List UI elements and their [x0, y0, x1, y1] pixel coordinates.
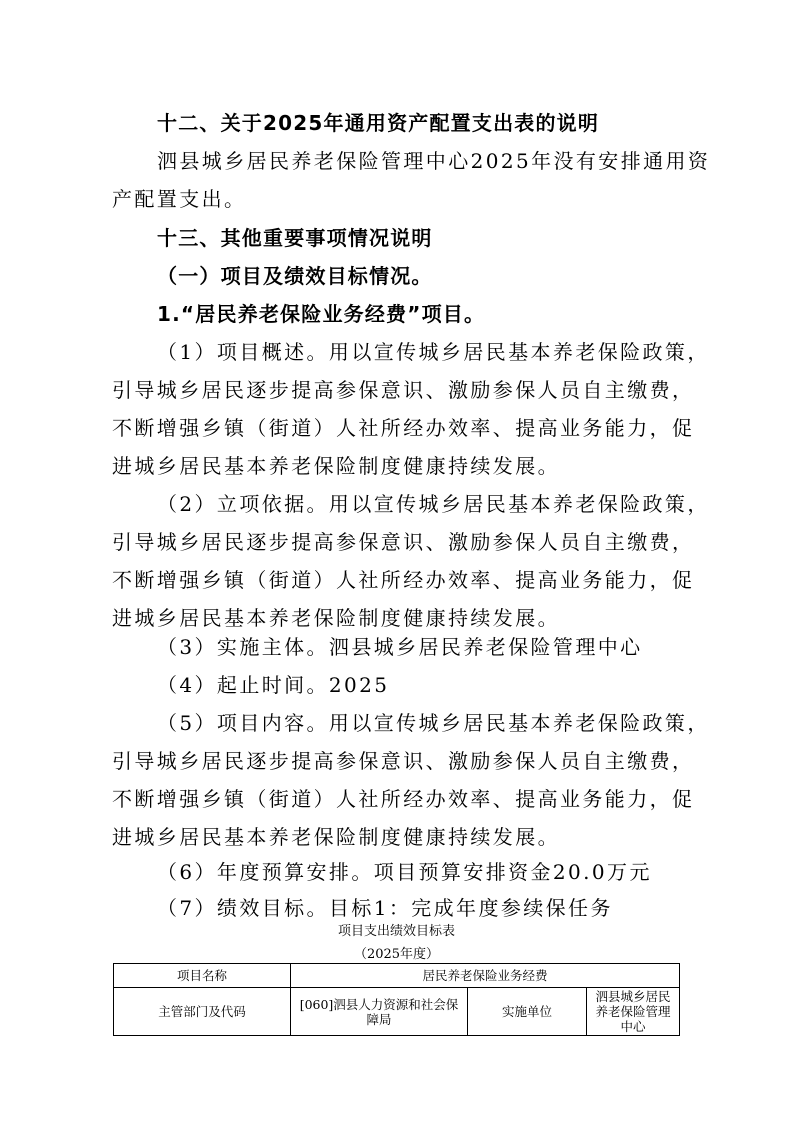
paragraph-line: 泗县城乡居民养老保险管理中心2025年没有安排通用资	[157, 149, 711, 173]
paragraph-line: （1）项目概述。用以宣传城乡居民基本养老保险政策，	[157, 340, 710, 364]
table-row	[114, 964, 680, 988]
table-value-cell: 居民养老保险业务经费	[291, 964, 680, 988]
section-heading-12: 十二、关于2025年通用资产配置支出表的说明	[157, 111, 600, 135]
table-year: （2025年度）	[353, 947, 440, 962]
paragraph-line: （3）实施主体。泗县城乡居民养老保险管理中心	[157, 635, 643, 659]
paragraph-line: （5）项目内容。用以宣传城乡居民基本养老保险政策，	[157, 711, 710, 735]
paragraph-line: 引导城乡居民逐步提高参保意识、激励参保人员自主缴费，	[112, 378, 695, 402]
paragraph-line: （6）年度预算安排。项目预算安排资金20.0万元	[157, 860, 652, 884]
paragraph-line: （4）起止时间。2025	[157, 673, 390, 697]
paragraph-line: 进城乡居民基本养老保险制度健康持续发展。	[112, 825, 560, 849]
performance-target-table	[113, 963, 680, 1036]
paragraph-line: 引导城乡居民逐步提高参保意识、激励参保人员自主缴费，	[112, 530, 695, 554]
paragraph-line: （7）绩效目标。目标1：完成年度参续保任务	[157, 896, 613, 920]
paragraph-line: 不断增强乡镇（街道）人社所经办效率、提高业务能力，促	[112, 787, 695, 811]
table-label-cell: 实施单位	[468, 988, 587, 1036]
table-value-cell: 泗县城乡居民养老保险管理中心	[587, 988, 680, 1036]
paragraph-line: 不断增强乡镇（街道）人社所经办效率、提高业务能力，促	[112, 568, 695, 592]
subsection-heading: （一）项目及绩效目标情况。	[157, 264, 433, 288]
table-title: 项目支出绩效目标表	[337, 924, 455, 939]
table-value-cell: [060]泗县人力资源和社会保障局	[291, 988, 468, 1036]
table-row	[114, 988, 680, 1036]
table-label-cell: 项目名称	[114, 964, 291, 988]
table-label-cell: 主管部门及代码	[114, 988, 291, 1036]
paragraph-line: 进城乡居民基本养老保险制度健康持续发展。	[112, 454, 560, 478]
section-heading-13: 十三、其他重要事项情况说明	[157, 226, 433, 250]
paragraph-line: 进城乡居民基本养老保险制度健康持续发展。	[112, 606, 560, 630]
paragraph-line: （2）立项依据。用以宣传城乡居民基本养老保险政策，	[157, 492, 710, 516]
paragraph-line: 引导城乡居民逐步提高参保意识、激励参保人员自主缴费，	[112, 749, 695, 773]
paragraph-line: 产配置支出。	[112, 187, 247, 211]
project-heading: 1.“居民养老保险业务经费”项目。	[157, 302, 486, 326]
paragraph-line: 不断增强乡镇（街道）人社所经办效率、提高业务能力，促	[112, 416, 695, 440]
